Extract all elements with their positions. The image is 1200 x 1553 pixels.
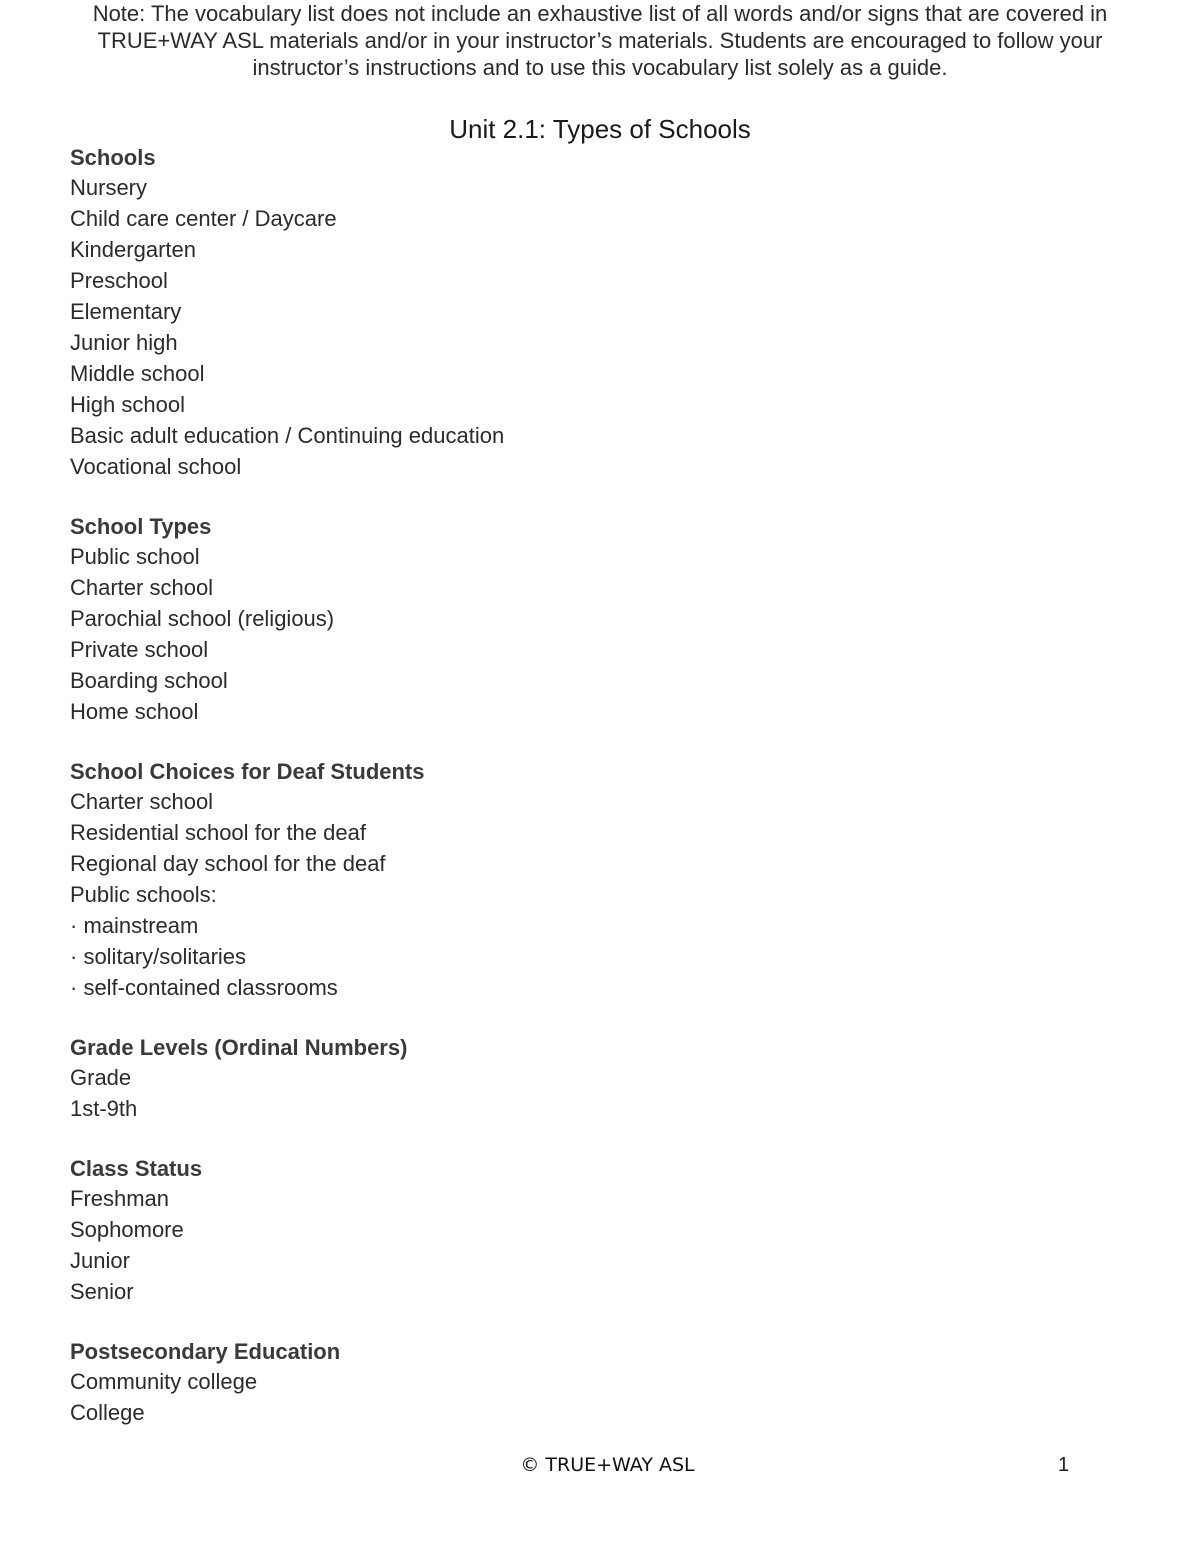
list-item: Charter school xyxy=(70,575,214,600)
list-item: Junior high xyxy=(70,330,178,355)
section-heading: Postsecondary Education xyxy=(70,1339,341,1364)
list-item: Grade xyxy=(70,1065,132,1090)
list-item: Vocational school xyxy=(70,454,242,479)
section-heading: Schools xyxy=(70,145,156,170)
list-item: College xyxy=(70,1400,145,1425)
list-item: Nursery xyxy=(70,175,148,200)
list-item: Junior xyxy=(70,1248,130,1273)
unit-title: Unit 2.1: Types of Schools xyxy=(449,114,751,144)
section-school-types xyxy=(70,513,1130,727)
list-item: Parochial school (religious) xyxy=(70,606,335,631)
list-item: Kindergarten xyxy=(70,237,196,262)
list-item: Senior xyxy=(70,1279,134,1304)
list-item: Home school xyxy=(70,699,199,724)
list-item: Regional day school for the deaf xyxy=(70,851,386,876)
list-item: · self-contained classrooms xyxy=(70,975,338,1000)
section-postsecondary-education xyxy=(70,1338,1130,1428)
list-item: · mainstream xyxy=(70,913,199,938)
list-item: Freshman xyxy=(70,1186,170,1211)
footer-copyright: © TRUE+WAY ASL xyxy=(520,1454,695,1476)
section-heading: School Types xyxy=(70,514,212,539)
vocabulary-list xyxy=(70,144,1130,1459)
list-item: Child care center / Daycare xyxy=(70,206,337,231)
section-grade-levels xyxy=(70,1034,1130,1124)
list-item: · solitary/solitaries xyxy=(70,944,247,969)
section-heading: Grade Levels (Ordinal Numbers) xyxy=(70,1035,408,1060)
vocabulary-disclaimer-note: Note: The vocabulary list does not include an exhaustive list of all words and/or signs that are covered in TRUE+WAY ASL materials and/or in your instructor’s materials. Students are encouraged to follow your instructor’s instructions and to use this vocabulary list solely as a guide. xyxy=(92,1,1108,80)
list-item: Private school xyxy=(70,637,209,662)
list-item: Boarding school xyxy=(70,668,228,693)
section-heading: Class Status xyxy=(70,1156,203,1181)
section-school-choices-deaf xyxy=(70,758,1130,1003)
list-item: Residential school for the deaf xyxy=(70,820,366,845)
section-heading: School Choices for Deaf Students xyxy=(70,759,425,784)
list-item: Sophomore xyxy=(70,1217,184,1242)
list-item: Charter school xyxy=(70,789,214,814)
list-item: 1st-9th xyxy=(70,1096,138,1121)
list-item: Basic adult education / Continuing education xyxy=(70,423,505,448)
list-item: High school xyxy=(70,392,185,417)
section-class-status xyxy=(70,1155,1130,1307)
list-item: Middle school xyxy=(70,361,205,386)
list-item: Public schools: xyxy=(70,882,217,907)
list-item: Community college xyxy=(70,1369,258,1394)
list-item: Preschool xyxy=(70,268,168,293)
list-item: Elementary xyxy=(70,299,182,324)
page-number: 1 xyxy=(1058,1454,1070,1476)
section-schools xyxy=(70,144,1130,482)
list-item: Public school xyxy=(70,544,200,569)
